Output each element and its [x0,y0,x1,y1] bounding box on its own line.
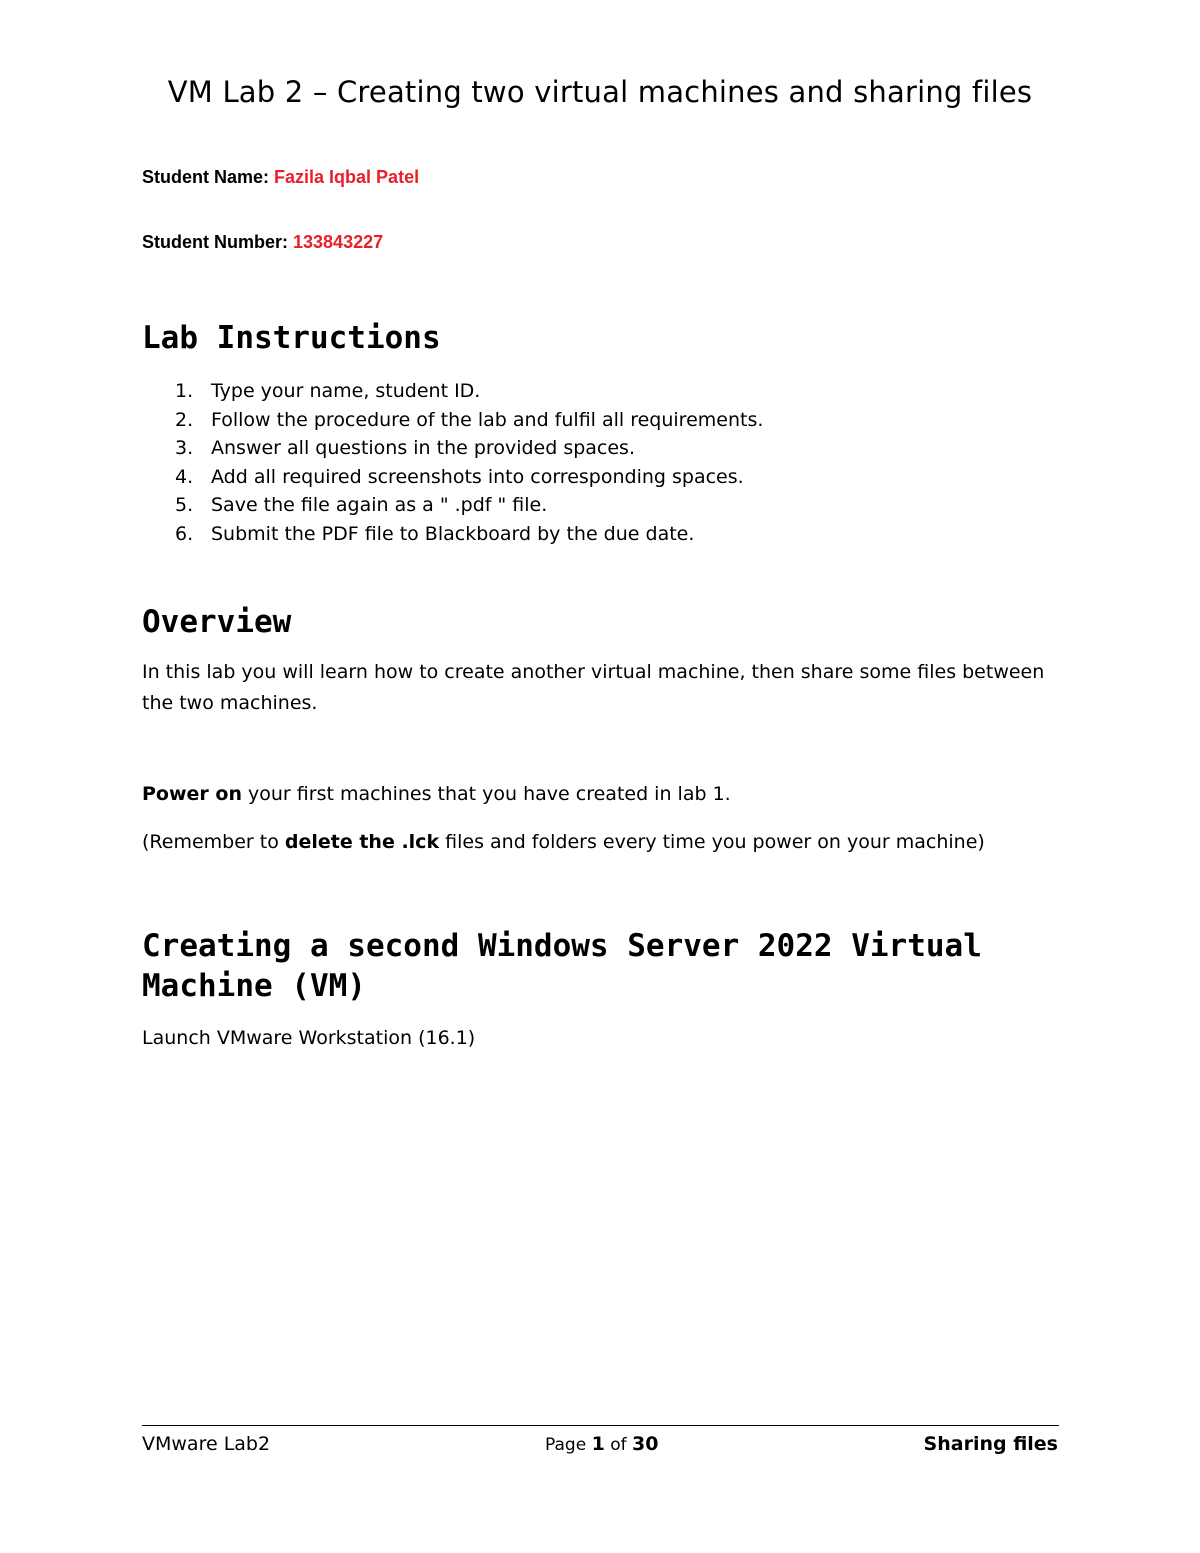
page-total: 30 [632,1433,659,1455]
list-item-text: Submit the PDF file to Blackboard by the due date. [211,522,695,545]
page-number [545,1431,658,1458]
student-name-label: Student Name: [142,167,270,187]
page-of: of [604,1435,632,1455]
list-item-number: 2. [175,408,194,431]
remember-suffix: files and folders every time you power on your machine) [439,831,985,853]
overview-line-2: the two machines. [142,692,318,714]
overview-paragraph [142,657,1044,719]
list-item [175,463,763,492]
footer-right-text: Sharing files [923,1433,1058,1455]
footer-divider [142,1425,1059,1426]
list-item-number: 5. [175,494,194,517]
list-item [175,491,763,520]
creating-vm-heading-line-1: Creating a second Windows Server 2022 Virtual [142,928,982,964]
lab-instructions-heading: Lab Instructions [142,320,441,356]
list-item [175,434,763,463]
remember-prefix: (Remember to [142,831,285,853]
launch-vmware-text: Launch VMware Workstation (16.1) [142,1027,476,1049]
list-item-text: Save the file again as a " .pdf " file. [211,494,548,517]
student-number-label: Student Number: [142,232,288,252]
instructions-list [175,377,763,549]
overview-heading: Overview [142,604,292,640]
list-item-text: Add all required screenshots into corresponding spaces. [211,465,744,488]
list-item [175,520,763,549]
creating-vm-heading [142,926,982,1006]
list-item-number: 1. [175,380,194,402]
list-item [175,377,763,406]
page-word: Page [545,1435,592,1455]
list-item-number: 6. [175,522,194,545]
list-item [175,406,763,435]
student-number-row [142,230,383,254]
list-item-text: Type your name, student ID. [211,380,481,402]
list-item-number: 3. [175,437,194,460]
overview-line-1: In this lab you will learn how to create another virtual machine, then share some files between [142,661,1045,683]
student-name-row [142,165,419,189]
page-current: 1 [591,1433,605,1455]
power-on-bold: Power on [142,783,242,805]
power-on-paragraph [142,779,731,810]
list-item-text: Follow the procedure of the lab and fulfil all requirements. [211,408,764,431]
student-name-value: Fazila Iqbal Patel [274,167,420,187]
document-title: VM Lab 2 – Creating two virtual machines and sharing files [167,75,1033,109]
student-number-value: 133843227 [293,232,384,252]
remember-paragraph [142,827,985,858]
power-on-rest: your first machines that you have created in lab 1. [241,783,731,805]
list-item-number: 4. [175,465,194,488]
remember-bold: delete the .lck [284,831,440,853]
creating-vm-heading-line-2: Machine (VM) [142,968,366,1004]
list-item-text: Answer all questions in the provided spaces. [211,437,635,460]
footer-left-text: VMware Lab2 [142,1433,271,1455]
